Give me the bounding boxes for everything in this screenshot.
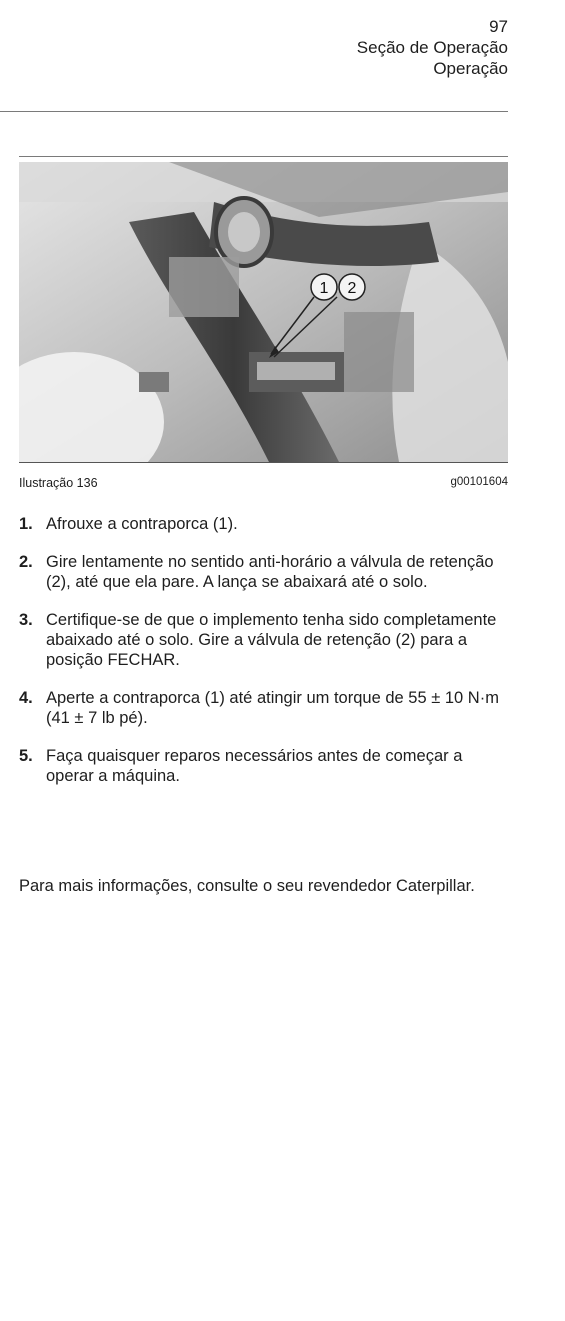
- figure-caption: Ilustração 136: [19, 476, 98, 490]
- callout-1: 1: [319, 280, 329, 297]
- closing-paragraph: Para mais informações, consulte o seu revendedor Caterpillar.: [19, 877, 475, 895]
- photo-graphic: [19, 162, 508, 462]
- step-item: [19, 610, 511, 670]
- step-number: 5.: [19, 747, 33, 765]
- step-item: [19, 514, 511, 534]
- step-number: 1.: [19, 515, 33, 533]
- step-text: Aperte a contraporca (1) até atingir um torque de 55 ± 10 N·m (41 ± 7 lb pé).: [46, 689, 499, 727]
- illustration-photo: [19, 162, 508, 462]
- step-item: [19, 746, 511, 786]
- step-number: 2.: [19, 553, 33, 571]
- procedure-steps: [19, 514, 511, 804]
- step-text: Faça quaisquer reparos necessários antes de começar a operar a máquina.: [46, 747, 463, 785]
- step-text: Gire lentamente no sentido anti-horário a válvula de retenção (2), até que ela pare. A lança se abaixará até o solo.: [46, 553, 494, 591]
- callout-2: 2: [347, 280, 357, 297]
- figure-top-divider: [19, 156, 508, 157]
- figure-code: g00101604: [450, 476, 508, 488]
- step-number: 3.: [19, 611, 33, 629]
- step-item: [19, 688, 511, 728]
- subsection-title: Operação: [433, 59, 508, 78]
- step-item: [19, 552, 511, 592]
- step-text: Afrouxe a contraporca (1).: [46, 515, 238, 533]
- page-header: [357, 16, 508, 79]
- step-number: 4.: [19, 689, 33, 707]
- page-number: 97: [489, 17, 508, 36]
- figure-bottom-divider: [19, 462, 508, 463]
- step-text: Certifique-se de que o implemento tenha sido completamente abaixado até o solo. Gire a válvula de retenção (2) para a posição FECHAR.: [46, 611, 497, 669]
- header-divider: [0, 111, 508, 112]
- section-title: Seção de Operação: [356, 38, 508, 57]
